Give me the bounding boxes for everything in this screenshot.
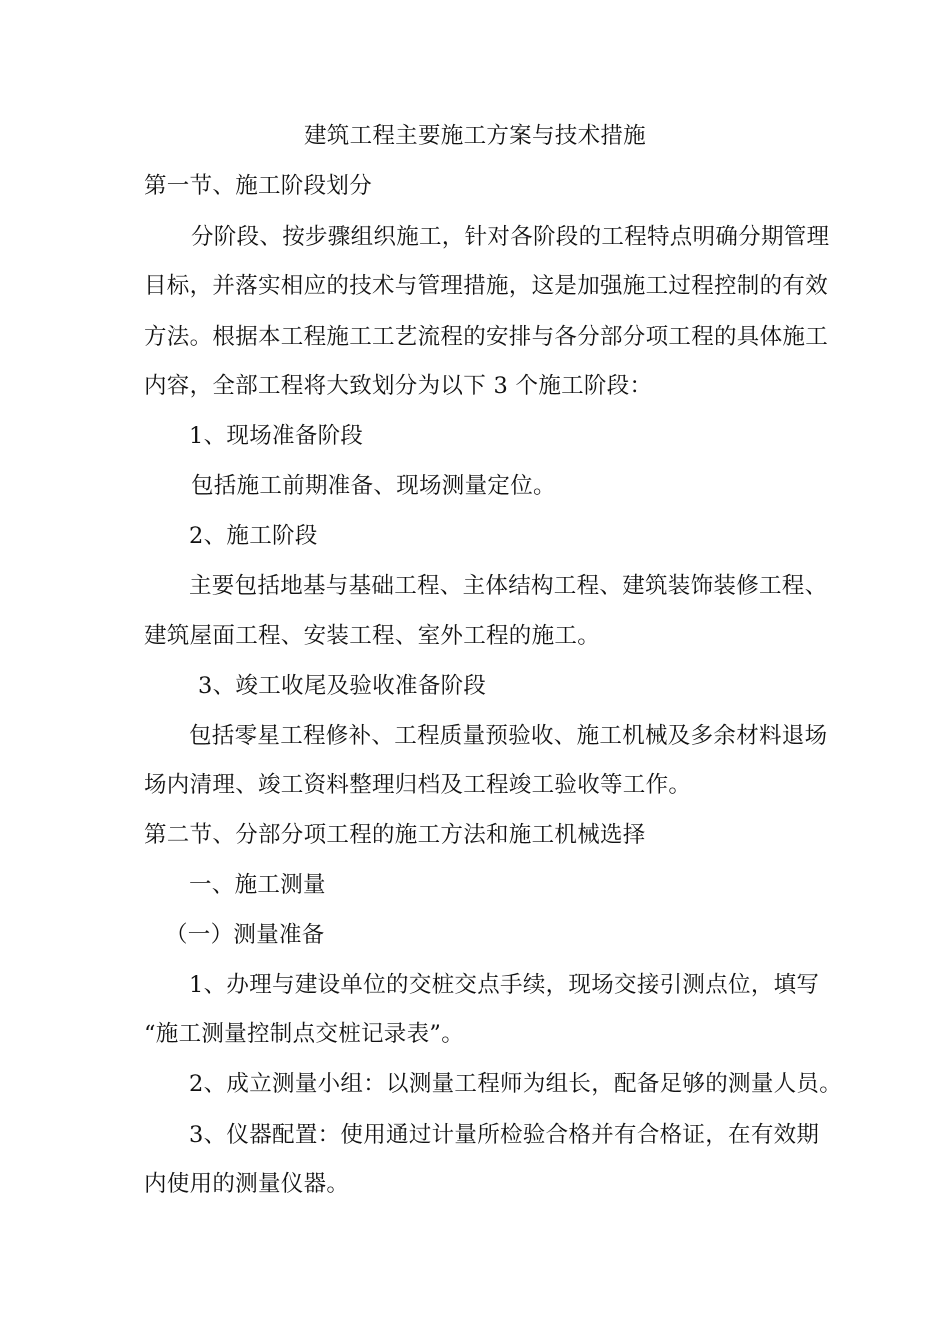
subsection-heading: （一）测量准备 [165, 922, 325, 948]
measurement-item-line: “施工测量控制点交桩记录表”。 [144, 1021, 465, 1047]
stage-3-text-line: 包括零星工程修补、工程质量预验收、施工机械及多余材料退场 [189, 723, 828, 749]
subsection-heading: 一、施工测量 [189, 872, 326, 898]
section-1-heading: 第一节、施工阶段划分 [144, 173, 373, 199]
section-1-paragraph-line: 目标，并落实相应的技术与管理措施，这是加强施工过程控制的有效 [144, 273, 829, 299]
document-title: 建筑工程主要施工方案与技术措施 [303, 123, 646, 149]
measurement-item-line: 3、仪器配置：使用通过计量所检验合格并有合格证，在有效期 [189, 1122, 820, 1148]
measurement-item-line: 内使用的测量仪器。 [144, 1171, 350, 1197]
stage-2-heading: 2、施工阶段 [189, 523, 318, 549]
stage-1-heading: 1、现场准备阶段 [189, 423, 364, 449]
section-1-paragraph-line: 分阶段、按步骤组织施工，针对各阶段的工程特点明确分期管理 [191, 224, 830, 250]
measurement-item-line: 2、成立测量小组：以测量工程师为组长，配备足够的测量人员。 [189, 1071, 843, 1097]
stage-2-text-line: 主要包括地基与基础工程、主体结构工程、建筑装饰装修工程、 [189, 573, 828, 599]
stage-3-text-line: 场内清理、竣工资料整理归档及工程竣工验收等工作。 [144, 772, 692, 798]
section-1-paragraph-line: 内容，全部工程将大致划分为以下 3 个施工阶段： [144, 373, 653, 399]
stage-3-heading: 3、竣工收尾及验收准备阶段 [198, 673, 487, 699]
section-2-heading: 第二节、分部分项工程的施工方法和施工机械选择 [144, 822, 646, 848]
stage-1-text: 包括施工前期准备、现场测量定位。 [191, 473, 556, 499]
stage-2-text-line: 建筑屋面工程、安装工程、室外工程的施工。 [144, 623, 601, 649]
section-1-paragraph-line: 方法。根据本工程施工工艺流程的安排与各分部分项工程的具体施工 [144, 324, 829, 350]
measurement-item-line: 1、办理与建设单位的交桩交点手续，现场交接引测点位，填写 [189, 972, 820, 998]
